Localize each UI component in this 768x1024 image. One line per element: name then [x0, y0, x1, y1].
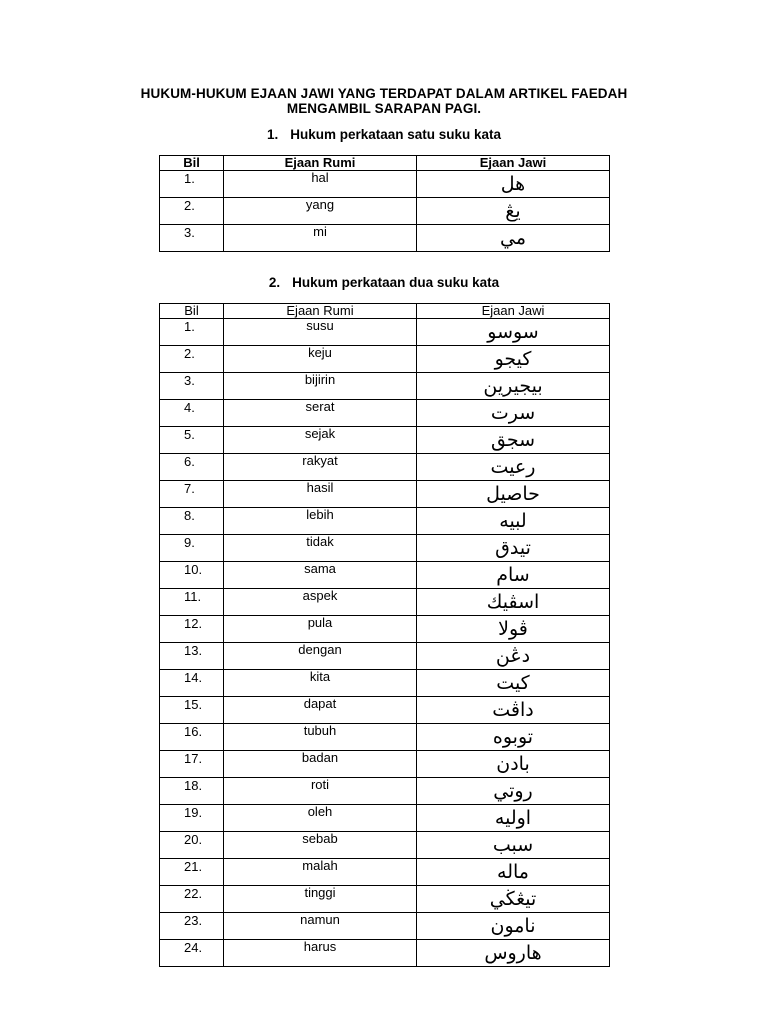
table-row — [160, 225, 610, 252]
table-header-row — [160, 304, 610, 319]
ejaan-jawi-cell: داڤت — [417, 697, 610, 724]
table-row — [160, 373, 610, 400]
ejaan-jawi-cell: دڠن — [417, 643, 610, 670]
table-row — [160, 832, 610, 859]
ejaan-rumi-cell: oleh — [224, 805, 417, 832]
section-1-number: 1. — [266, 127, 279, 142]
ejaan-jawi-cell: هاروس — [417, 940, 610, 967]
header-ejaan-rumi: Ejaan Rumi — [224, 304, 417, 319]
ejaan-jawi-cell: كيجو — [417, 346, 610, 373]
ejaan-rumi-cell: rakyat — [224, 454, 417, 481]
table-row — [160, 346, 610, 373]
ejaan-rumi-cell: namun — [224, 913, 417, 940]
table-row — [160, 481, 610, 508]
table-row — [160, 400, 610, 427]
ejaan-jawi-cell: تيڠڬي — [417, 886, 610, 913]
section-1-heading-text: Hukum perkataan satu suku kata — [290, 127, 502, 142]
bil-cell: 5. — [160, 427, 224, 454]
ejaan-jawi-cell: تيدق — [417, 535, 610, 562]
table-row — [160, 508, 610, 535]
ejaan-jawi-cell: توبوه — [417, 724, 610, 751]
bil-cell: 22. — [160, 886, 224, 913]
ejaan-jawi-cell: اسڤيك — [417, 589, 610, 616]
bil-cell: 23. — [160, 913, 224, 940]
bil-cell: 3. — [160, 225, 224, 252]
table-body — [160, 171, 610, 252]
ejaan-jawi-cell: نامون — [417, 913, 610, 940]
section-2-heading-text: Hukum perkataan dua suku kata — [292, 275, 500, 290]
ejaan-rumi-cell: roti — [224, 778, 417, 805]
bil-cell: 15. — [160, 697, 224, 724]
ejaan-jawi-cell: روتي — [417, 778, 610, 805]
table-row — [160, 751, 610, 778]
bil-cell: 12. — [160, 616, 224, 643]
bil-cell: 11. — [160, 589, 224, 616]
ejaan-jawi-cell: حاصيل — [417, 481, 610, 508]
table-row — [160, 319, 610, 346]
table-body — [160, 319, 610, 967]
table-row — [160, 940, 610, 967]
section-1-heading — [0, 127, 768, 142]
document-title-line-1: HUKUM-HUKUM EJAAN JAWI YANG TERDAPAT DALAM ARTIKEL FAEDAH — [140, 86, 628, 101]
ejaan-jawi-cell: مي — [417, 225, 610, 252]
ejaan-rumi-cell: hasil — [224, 481, 417, 508]
table-row — [160, 616, 610, 643]
table-row — [160, 913, 610, 940]
ejaan-rumi-cell: serat — [224, 400, 417, 427]
header-ejaan-jawi: Ejaan Jawi — [417, 304, 610, 319]
bil-cell: 24. — [160, 940, 224, 967]
ejaan-jawi-cell: اوليه — [417, 805, 610, 832]
bil-cell: 14. — [160, 670, 224, 697]
bil-cell: 21. — [160, 859, 224, 886]
ejaan-rumi-cell: tubuh — [224, 724, 417, 751]
table-header-row — [160, 156, 610, 171]
table-row — [160, 589, 610, 616]
bil-cell: 6. — [160, 454, 224, 481]
bil-cell: 17. — [160, 751, 224, 778]
table-row — [160, 562, 610, 589]
bil-cell: 19. — [160, 805, 224, 832]
ejaan-rumi-cell: sebab — [224, 832, 417, 859]
table-dua-suku-kata — [159, 303, 610, 967]
ejaan-jawi-cell: ماله — [417, 859, 610, 886]
ejaan-rumi-cell: lebih — [224, 508, 417, 535]
ejaan-jawi-cell: رعيت — [417, 454, 610, 481]
ejaan-jawi-cell: سام — [417, 562, 610, 589]
table-row — [160, 643, 610, 670]
table-row — [160, 697, 610, 724]
document-title — [0, 86, 768, 116]
table-row — [160, 724, 610, 751]
bil-cell: 10. — [160, 562, 224, 589]
header-ejaan-rumi: Ejaan Rumi — [224, 156, 417, 171]
bil-cell: 4. — [160, 400, 224, 427]
ejaan-jawi-cell: سوسو — [417, 319, 610, 346]
section-2-number: 2. — [268, 275, 281, 290]
document-title-line-2: MENGAMBIL SARAPAN PAGI. — [286, 101, 482, 116]
table-row — [160, 859, 610, 886]
ejaan-rumi-cell: dapat — [224, 697, 417, 724]
ejaan-rumi-cell: badan — [224, 751, 417, 778]
ejaan-jawi-cell: ڤولا — [417, 616, 610, 643]
ejaan-jawi-cell: سبب — [417, 832, 610, 859]
ejaan-jawi-cell: كيت — [417, 670, 610, 697]
bil-cell: 1. — [160, 319, 224, 346]
section-2-heading — [0, 275, 768, 290]
ejaan-jawi-cell: سجق — [417, 427, 610, 454]
ejaan-rumi-cell: dengan — [224, 643, 417, 670]
ejaan-rumi-cell: tinggi — [224, 886, 417, 913]
bil-cell: 7. — [160, 481, 224, 508]
header-bil: Bil — [160, 156, 224, 171]
table-row — [160, 427, 610, 454]
bil-cell: 13. — [160, 643, 224, 670]
ejaan-rumi-cell: keju — [224, 346, 417, 373]
ejaan-rumi-cell: kita — [224, 670, 417, 697]
table-row — [160, 805, 610, 832]
ejaan-rumi-cell: sejak — [224, 427, 417, 454]
table-row — [160, 454, 610, 481]
table-satu-suku-kata — [159, 155, 610, 252]
bil-cell: 1. — [160, 171, 224, 198]
bil-cell: 2. — [160, 346, 224, 373]
bil-cell: 9. — [160, 535, 224, 562]
ejaan-rumi-cell: tidak — [224, 535, 417, 562]
ejaan-rumi-cell: aspek — [224, 589, 417, 616]
table-row — [160, 535, 610, 562]
ejaan-rumi-cell: bijirin — [224, 373, 417, 400]
table-row — [160, 778, 610, 805]
header-ejaan-jawi: Ejaan Jawi — [417, 156, 610, 171]
table-row — [160, 171, 610, 198]
ejaan-rumi-cell: malah — [224, 859, 417, 886]
ejaan-rumi-cell: mi — [224, 225, 417, 252]
bil-cell: 18. — [160, 778, 224, 805]
ejaan-rumi-cell: susu — [224, 319, 417, 346]
ejaan-jawi-cell: بيجيرين — [417, 373, 610, 400]
ejaan-jawi-cell: هل — [417, 171, 610, 198]
ejaan-rumi-cell: harus — [224, 940, 417, 967]
ejaan-rumi-cell: pula — [224, 616, 417, 643]
bil-cell: 16. — [160, 724, 224, 751]
ejaan-jawi-cell: يڠ — [417, 198, 610, 225]
bil-cell: 20. — [160, 832, 224, 859]
bil-cell: 2. — [160, 198, 224, 225]
ejaan-jawi-cell: لبيه — [417, 508, 610, 535]
table-row — [160, 670, 610, 697]
table-row — [160, 886, 610, 913]
bil-cell: 3. — [160, 373, 224, 400]
ejaan-rumi-cell: hal — [224, 171, 417, 198]
ejaan-jawi-cell: بادن — [417, 751, 610, 778]
bil-cell: 8. — [160, 508, 224, 535]
ejaan-jawi-cell: سرت — [417, 400, 610, 427]
header-bil: Bil — [160, 304, 224, 319]
ejaan-rumi-cell: yang — [224, 198, 417, 225]
ejaan-rumi-cell: sama — [224, 562, 417, 589]
table-row — [160, 198, 610, 225]
